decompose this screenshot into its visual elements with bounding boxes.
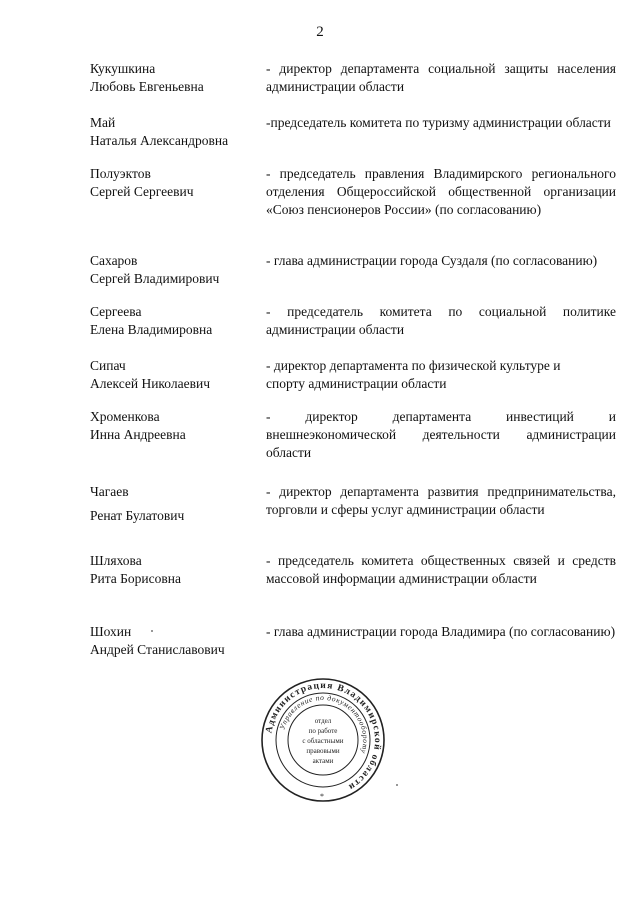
surname: Кукушкина [90,61,156,76]
position-text: - директор департамента социальной защиты населения администрации области [266,61,616,94]
position-text: - председатель комитета по социальной политике администрации области [266,304,616,337]
surname: Май [90,115,116,130]
given-name: Ренат Булатович [90,508,185,523]
given-name: Инна Андреевна [90,427,186,442]
official-stamp [259,676,387,804]
stamp-center-line: правовыми [306,747,340,755]
given-name: Елена Владимировна [90,322,213,337]
position-text: -председатель комитета по туризму администрации области [266,115,611,130]
position-text: - директор департамента инвестиций и внешнеэкономической деятельности администрации области [266,409,616,460]
given-name: Андрей Станиславович [90,642,225,657]
stamp-center-line: по работе [308,727,338,735]
surname: Шохин [90,624,132,639]
person-name [90,303,265,339]
person-name [90,483,265,525]
surname: Сергеева [90,304,142,319]
surname: Полуэктов [90,166,151,181]
stamp-center-line: с областными [302,737,344,745]
person-name [90,60,265,96]
stamp-inner-text: Управление по документообороту [277,692,371,756]
position-text: - председатель правления Владимирского регионального отделения Общероссийской общественной организации «Союз пенсионеров России» (по согласованию) [266,166,616,217]
page-number: 2 [316,24,324,40]
given-name: Сергей Владимирович [90,271,220,286]
surname: Чагаев [90,484,129,499]
surname: Шляхова [90,553,142,568]
position-text: - глава администрации города Владимира (по согласованию) [266,624,616,639]
person-name [90,623,265,659]
stamp-star: * [320,792,324,801]
position-text: - директор департамента по физической культуре и спорту администрации области [266,358,561,391]
stamp-center-line: отдел [314,717,332,725]
given-name: Любовь Евгеньевна [90,79,204,94]
position-text: - глава администрации города Суздаля (по согласованию) [266,253,598,268]
position-text: - директор департамента развития предпринимательства, торговли и сферы услуг администрации области [266,484,616,517]
position-text: - председатель комитета общественных связей и средств массовой информации администрации области [266,553,616,586]
surname: Хроменкова [90,409,160,424]
surname: Сахаров [90,253,138,268]
stamp-outer-text: Администрация Владимирской области [264,680,383,793]
person-name [90,357,265,393]
person-name [90,552,265,588]
given-name: Рита Борисовна [90,571,181,586]
given-name: Алексей Николаевич [90,376,210,391]
scan-speck [396,784,398,786]
person-name [90,252,265,288]
stamp-center-line: актами [312,757,334,765]
person-name [90,165,265,201]
given-name: Сергей Сергеевич [90,184,194,199]
person-name [90,408,265,444]
surname: Сипач [90,358,126,373]
scan-speck [151,630,153,632]
person-name [90,114,265,150]
given-name: Наталья Александровна [90,133,229,148]
